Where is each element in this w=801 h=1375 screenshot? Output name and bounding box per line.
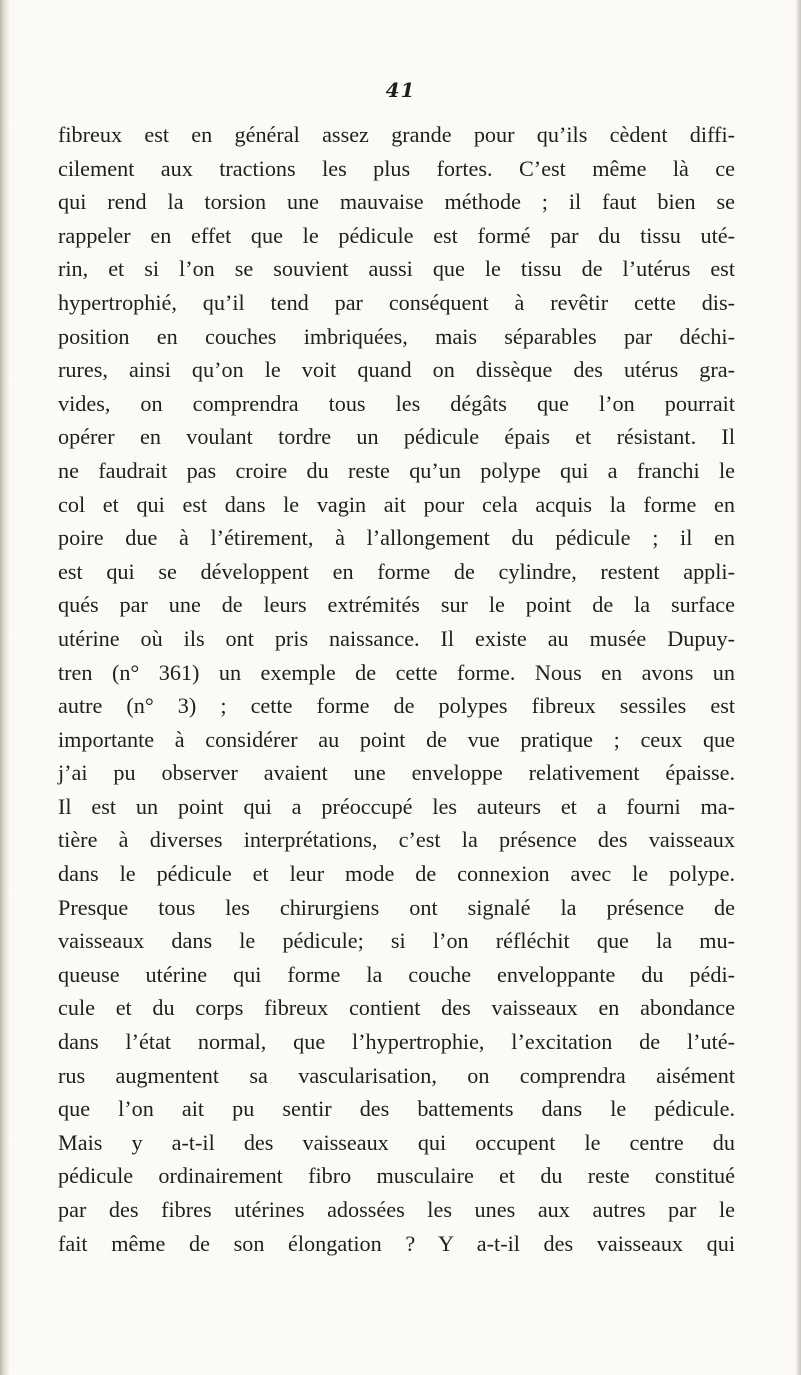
page-right-edge-shadow [795,0,801,1375]
text-line: rappeler en effet que le pédicule est formé par du tissu uté- [58,222,735,248]
text-line: rures, ainsi qu’on le voit quand on dissèque des utérus gra- [58,357,735,383]
text-line: par des fibres utérines adossées les unes aux autres par le [58,1197,735,1222]
text-line: j’ai pu observer avaient une enveloppe relativement épaisse. [58,760,735,786]
text-line: dans l’état normal, que l’hypertrophie, l’excitation de l’uté- [58,1029,735,1055]
text-line: queuse utérine qui forme la couche enveloppante du pédi- [58,961,735,987]
text-line: qués par une de leurs extrémités sur le point de la surface [58,592,735,618]
text-line: vides, on comprendra tous les dégâts que l’on pourrait [58,390,735,416]
text-line: Il est un point qui a préoccupé les auteurs et a fourni ma- [58,793,735,819]
text-line: importante à considérer au point de vue pratique ; ceux que [58,726,735,752]
text-line: rin, et si l’on se souvient aussi que le tissu de l’utérus est [58,256,735,282]
text-line: qui rend la torsion une mauvaise méthode ; il faut bien se [58,189,735,215]
text-line: autre (n° 3) ; cette forme de polypes fibreux sessiles est [58,693,735,719]
text-line: vaisseaux dans le pédicule; si l’on réfléchit que la mu- [58,928,735,954]
body-text [58,118,735,1260]
text-line: position en couches imbriquées, mais séparables par déchi- [58,323,735,349]
text-line: cule et du corps fibreux contient des vaisseaux en abondance [58,995,735,1021]
text-line: que l’on ait pu sentir des battements dans le pédicule. [58,1096,735,1122]
text-line: ne faudrait pas croire du reste qu’un polype qui a franchi le [58,457,735,483]
text-line: poire due à l’étirement, à l’allongement du pédicule ; il en [58,525,735,551]
text-line: dans le pédicule et leur mode de connexion avec le polype. [58,861,735,887]
text-line: utérine où ils ont pris naissance. Il existe au musée Dupuy- [58,625,735,651]
text-line: rus augmentent sa vascularisation, on comprendra aisément [58,1062,735,1088]
text-line: fait même de son élongation ? Y a-t-il des vaisseaux qui [58,1230,735,1256]
text-line: col et qui est dans le vagin ait pour cela acquis la forme en [58,491,735,517]
text-line: Mais y a-t-il des vaisseaux qui occupent le centre du [58,1129,735,1155]
text-line: pédicule ordinairement fibro musculaire et du reste constitué [58,1163,735,1189]
page-left-edge-shadow [0,0,10,1375]
text-line: tren (n° 361) un exemple de cette forme. Nous en avons un [58,659,735,685]
text-line: tière à diverses interprétations, c’est la présence des vaisseaux [58,827,735,853]
text-line: est qui se développent en forme de cylindre, restent appli- [58,558,735,584]
text-line: fibreux est en général assez grande pour qu’ils cèdent diffi- [58,122,735,147]
text-line: Presque tous les chirurgiens ont signalé la présence de [58,894,735,920]
text-line: hypertrophié, qu’il tend par conséquent à revêtir cette dis- [58,289,735,315]
text-line: cilement aux tractions les plus fortes. C’est même là ce [58,155,735,181]
page-number: 41 [385,78,416,102]
text-line: opérer en voulant tordre un pédicule épais et résistant. Il [58,424,735,450]
